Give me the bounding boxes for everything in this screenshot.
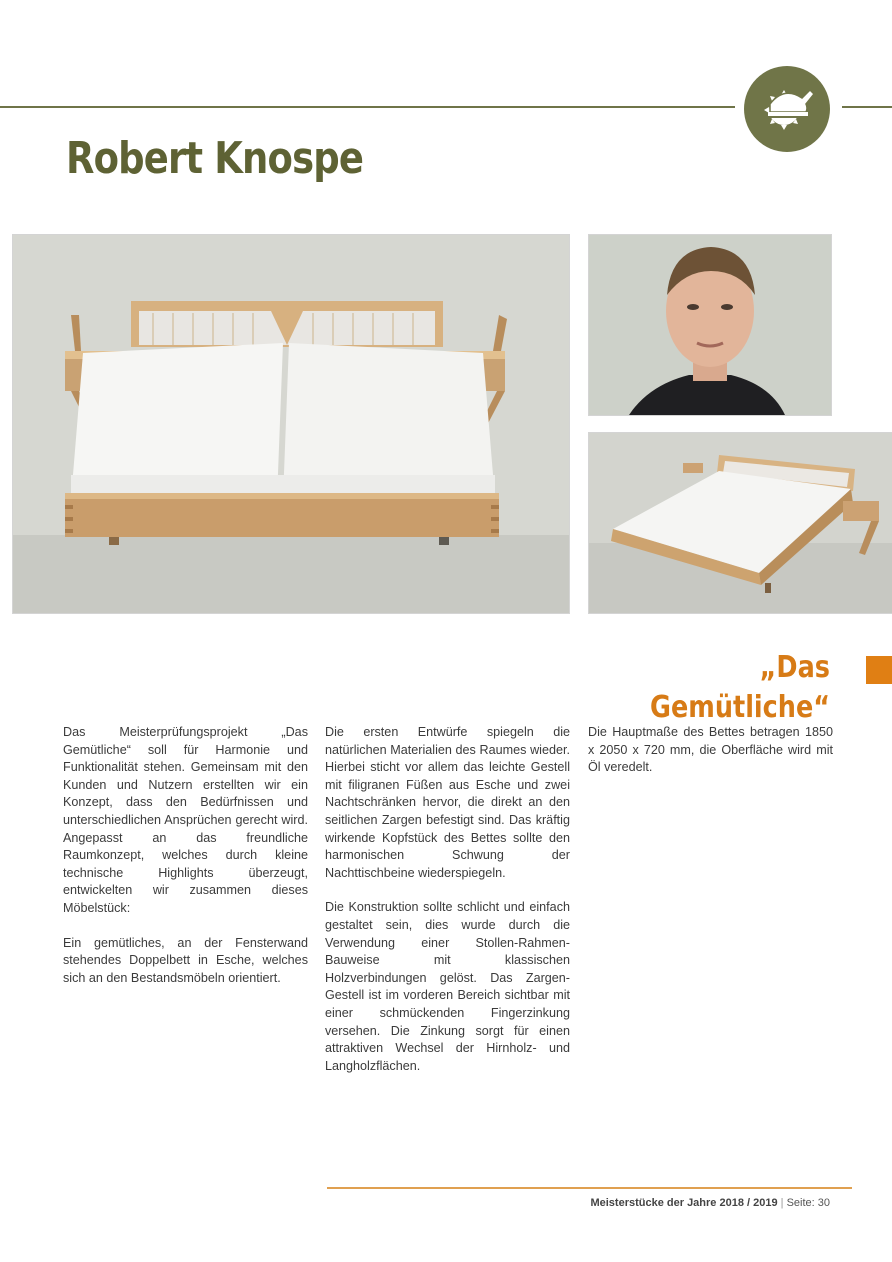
header-rule-right (842, 106, 892, 108)
paragraph: Ein gemütliches, an der Fensterwand stehendes Doppelbett in Esche, welches sich an den Bestandsmöbeln orientiert. (63, 935, 308, 985)
paragraph: Die Hauptmaße des Bettes betragen 1850 x 2050 x 720 mm, die Oberfläche wird mit Öl veredelt. (588, 725, 833, 775)
publication-title: Meisterstücke der Jahre 2018 / 2019 (590, 1197, 778, 1209)
paragraph: Das Meisterprüfungsprojekt „Das Gemütliche“ soll für Harmonie und Funktionalität stehen. Gemeinsam mit den Kunden und Nutzern erstellten wir ein Konzept, dass den Bedürfnissen und unterschiedlichen Ansprüchen gerecht wird. Angepasst an das freundliche Raumkonzept, welches durch kleine technische Highlights überzeugt, entwickelten wir zusammen dieses Möbelstück: (63, 725, 308, 915)
header-rule-left (0, 106, 735, 108)
page-number: Seite: 30 (786, 1197, 830, 1209)
paragraph: Die ersten Entwürfe spiegeln die natürlichen Materialien des Raumes wieder. Hierbei sticht vor allem das leichte Gestell mit filigranen Füßen aus Esche und zwei Nachtschränken hervor, die direkt an den seitlichen Zargen befestigt sind. Das kräftig wirkende Kopfstück des Bettes sollte den harmonischen Schwung der Nachttischbeine wiederspiegeln. (325, 725, 570, 880)
footer-separator: | (780, 1197, 784, 1209)
author-name: Robert Knospe (66, 133, 364, 184)
article-subtitle: „Das Gemütliche“ (650, 650, 830, 725)
section-tab-marker (866, 656, 892, 684)
circular-saw-icon (756, 78, 818, 140)
bed-angle-photo (588, 432, 892, 614)
page-footer (460, 1195, 830, 1211)
footer-rule (327, 1187, 852, 1189)
trade-badge (744, 66, 830, 152)
text-column-1 (63, 724, 308, 1004)
bed-photo (12, 234, 570, 614)
text-column-2 (325, 724, 570, 1092)
text-column-3 (588, 724, 833, 794)
portrait-photo (588, 234, 832, 416)
paragraph: Die Konstruktion sollte schlicht und einfach gestaltet sein, dies wurde durch die Verwendung einer Stollen-Rahmen-Bauweise mit klassischen Holzverbindungen gelöst. Das Zargen-Gestell ist im vorderen Bereich sichtbar mit einer schmückenden Fingerzinkung versehen. Die Zinkung sorgt für einen attraktiven Wechsel der Hirnholz- und Langholzflächen. (325, 900, 570, 1073)
